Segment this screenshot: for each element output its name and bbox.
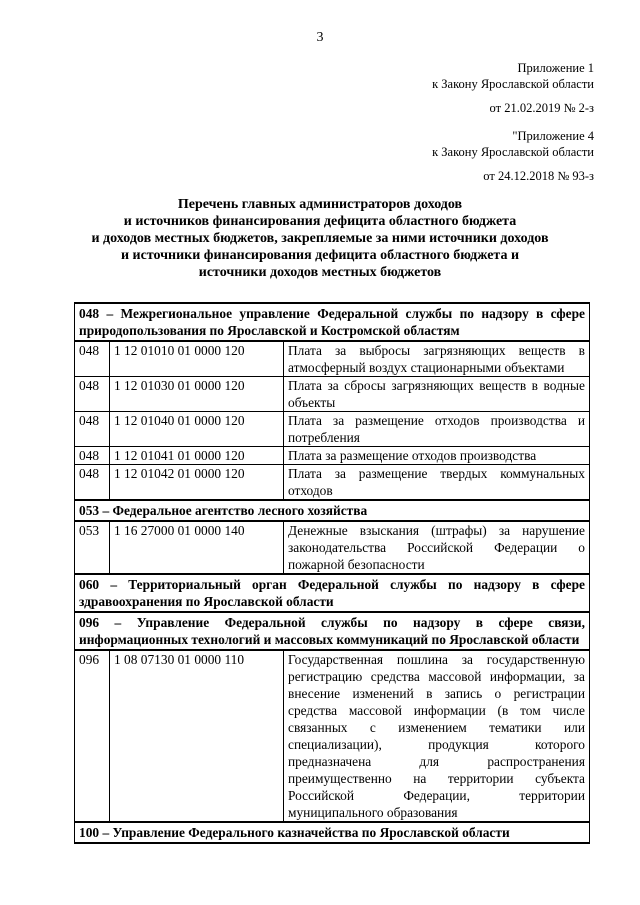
- group-name: Управление Федерального казначейства по Ярославской области: [112, 825, 510, 840]
- group-row-060: 060 – Территориальный орган Федеральной службы по надзору в сфере здравоохранения по Ярославской области: [75, 574, 590, 612]
- revenue-code-cell: 1 08 07130 01 0000 110: [110, 650, 284, 822]
- admin-code-cell: 053: [75, 521, 110, 574]
- appendix-4-header: [432, 128, 594, 184]
- admin-code-cell: 096: [75, 650, 110, 822]
- title-line: и доходов местных бюджетов, закрепляемые за ними источники доходов: [91, 231, 549, 246]
- admin-code-cell: 048: [75, 447, 110, 465]
- revenue-name-cell: Плата за размещение отходов производства и потребления: [284, 412, 590, 447]
- revenue-name-cell: Плата за сбросы загрязняющих веществ в водные объекты: [284, 377, 590, 412]
- group-row-048: 048 – Межрегиональное управление Федеральной службы по надзору в сфере природопользования по Ярославской и Костромской областям: [75, 303, 590, 341]
- admin-code-cell: 048: [75, 341, 110, 377]
- admin-code-cell: 048: [75, 465, 110, 501]
- revenue-name-cell: Государственная пошлина за государственную регистрацию средства массовой информации, за внесение изменений в запись о регистрации средства массовой информации (в том числе связанных с изменением тематики или специализации), продукция которого предназначена для распространения преимущественно на территории субъекта Российской Федерации, территории муниципального образования: [284, 650, 590, 822]
- revenue-code-cell: 1 12 01042 01 0000 120: [110, 465, 284, 501]
- group-row-053: 053 – Федеральное агентство лесного хозяйства: [75, 500, 590, 521]
- table-row: [75, 447, 590, 465]
- title-line: источники доходов местных бюджетов: [198, 265, 442, 280]
- revenue-code-cell: 1 12 01041 01 0000 120: [110, 447, 284, 465]
- revenue-code-cell: 1 12 01010 01 0000 120: [110, 341, 284, 377]
- group-row-100: 100 – Управление Федерального казначейства по Ярославской области: [75, 822, 590, 843]
- administrators-table: [74, 302, 590, 844]
- title-line: Перечень главных администраторов доходов: [177, 197, 463, 212]
- revenue-code-cell: 1 16 27000 01 0000 140: [110, 521, 284, 574]
- table-row: [75, 465, 590, 501]
- revenue-code-cell: 1 12 01030 01 0000 120: [110, 377, 284, 412]
- table-row: [75, 377, 590, 412]
- group-name: Территориальный орган Федеральной службы по надзору в сфере здравоохранения по Ярославской области: [79, 577, 585, 609]
- admin-code-cell: 048: [75, 377, 110, 412]
- title-line: и источники финансирования дефицита областного бюджета и: [120, 248, 520, 263]
- document-title: [0, 196, 640, 281]
- group-code: 053: [79, 503, 100, 518]
- group-name: Управление Федеральной службы по надзору в сфере связи, информационных технологий и массовых коммуникаций по Ярославской области: [79, 615, 585, 647]
- group-code: 048: [79, 306, 100, 321]
- group-code: 100: [79, 825, 100, 840]
- group-name: Межрегиональное управление Федеральной службы по надзору в сфере природопользования по Ярославской и Костромской областям: [79, 306, 586, 338]
- appendix-4-date: от 24.12.2018 № 93-з: [483, 169, 594, 183]
- page-number: 3: [316, 30, 324, 45]
- revenue-name-cell: Плата за выбросы загрязняющих веществ в атмосферный воздух стационарными объектами: [284, 341, 590, 377]
- appendix-1-law: к Закону Ярославской области: [432, 77, 594, 91]
- table-row: [75, 650, 590, 822]
- appendix-4-law: к Закону Ярославской области: [432, 145, 594, 159]
- group-row-096: 096 – Управление Федеральной службы по надзору в сфере связи, информационных технологий и массовых коммуникаций по Ярославской области: [75, 612, 590, 650]
- revenue-name-cell: Плата за размещение твердых коммунальных отходов: [284, 465, 590, 501]
- appendix-1-header: [432, 60, 594, 116]
- admin-code-cell: 048: [75, 412, 110, 447]
- appendix-1-title: Приложение 1: [517, 61, 594, 75]
- title-line: и источников финансирования дефицита областного бюджета: [123, 214, 517, 229]
- revenue-name-cell: Денежные взыскания (штрафы) за нарушение законодательства Российской Федерации о пожарной безопасности: [284, 521, 590, 574]
- group-name: Федеральное агентство лесного хозяйства: [112, 503, 368, 518]
- revenue-code-cell: 1 12 01040 01 0000 120: [110, 412, 284, 447]
- group-code: 060: [79, 577, 100, 592]
- table-row: [75, 521, 590, 574]
- revenue-name-cell: Плата за размещение отходов производства: [284, 447, 590, 465]
- group-code: 096: [79, 615, 100, 630]
- table-row: [75, 341, 590, 377]
- appendix-4-title: "Приложение 4: [512, 129, 594, 143]
- table-row: [75, 412, 590, 447]
- appendix-1-date: от 21.02.2019 № 2-з: [489, 101, 594, 115]
